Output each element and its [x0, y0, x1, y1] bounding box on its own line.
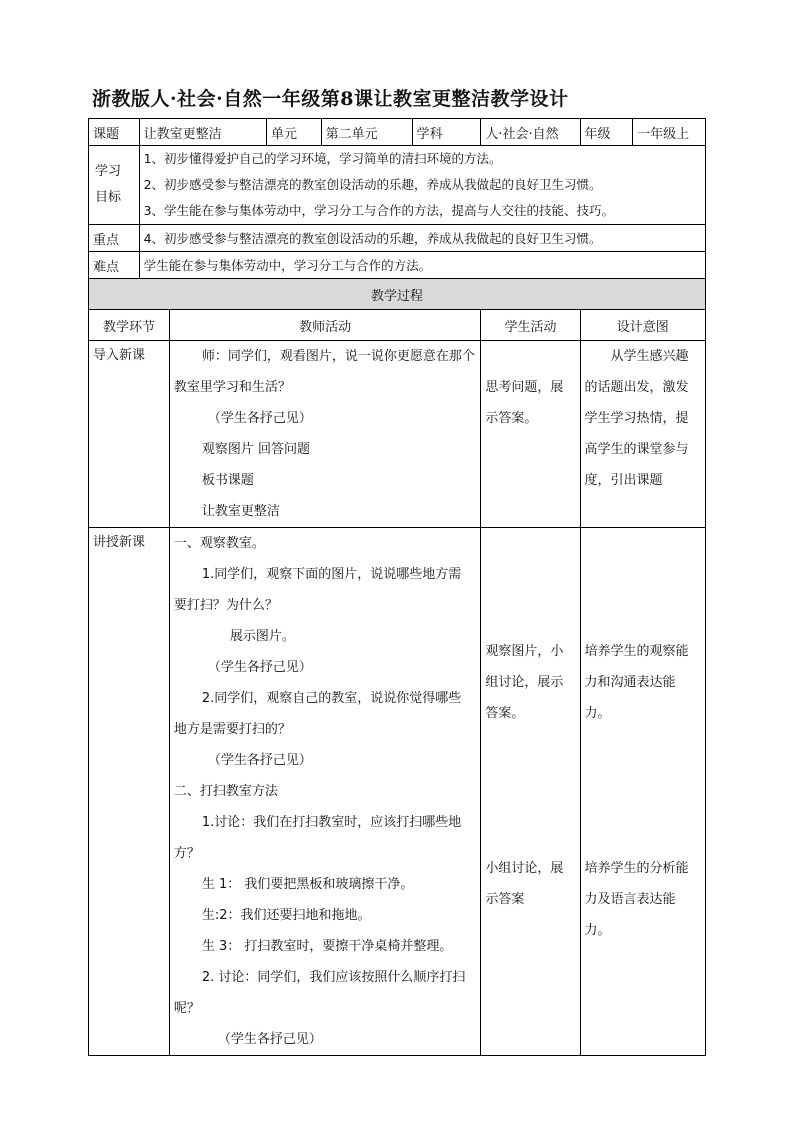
teacher-line: 观察图片 回答问题: [201, 442, 311, 457]
teacher-line: 师：同学们，观看图片，说一说你更愿意在那个: [201, 349, 475, 364]
teacher-line: 教室里学习和生活？: [173, 380, 291, 395]
teacher-line: 呢？: [173, 1001, 200, 1016]
goals-label: 学习 目标: [89, 146, 140, 225]
difficulty-text: 学生能在参与集体劳动中，学习分工与合作的方法。: [139, 252, 705, 279]
lecture-student: [481, 528, 580, 1056]
lesson-plan-table: [88, 118, 706, 1056]
key-point-label: 重点: [89, 225, 140, 252]
lecture-student-1: 观察图片，小组讨论，展示答案。: [485, 644, 564, 721]
col-intent: 设计意图: [580, 310, 706, 341]
difficulty-row: [89, 252, 706, 279]
teacher-line: 2.同学们，观察自己的教室，说说你觉得哪些: [201, 691, 462, 706]
teacher-line: 2. 讨论：同学们，我们应该按照什么顺序打扫: [201, 970, 466, 985]
difficulty-label: 难点: [89, 252, 140, 279]
header-row: [89, 119, 706, 146]
column-header-row: [89, 310, 706, 341]
intro-row: [89, 341, 706, 528]
col-student: 学生活动: [481, 310, 580, 341]
process-title-row: [89, 279, 706, 310]
lecture-teacher: [169, 528, 481, 1056]
grade-label: 年级: [580, 119, 633, 146]
teacher-line: （学生各抒己见）: [217, 1032, 322, 1047]
goal-item: 1、初步懂得爱护自己的学习环境，学习简单的清扫环境的方法。: [143, 151, 502, 166]
teacher-line: 二、打扫教室方法: [173, 784, 278, 799]
teacher-line: 1.同学们，观察下面的图片，说说哪些地方需: [201, 567, 462, 582]
intro-teacher: [169, 341, 481, 528]
intro-stage: 导入新课: [89, 341, 170, 528]
lecture-intent-2: 培养学生的分析能力及语言表达能力。: [584, 861, 689, 938]
teacher-line: （学生各抒己见）: [207, 660, 312, 675]
teacher-line: （学生各抒己见）: [207, 753, 312, 768]
teacher-line: 1.讨论：我们在打扫教室时，应该打扫哪些地: [201, 815, 462, 830]
teacher-line: 生 1： 我们要把黑板和玻璃擦干净。: [201, 877, 414, 892]
lecture-student-2: 小组讨论，展示答案: [485, 861, 564, 907]
teacher-line: 地方是需要打扫的？: [173, 722, 291, 737]
teacher-line: 让教室更整洁: [201, 504, 280, 519]
intro-student: 思考问题，展示答案。: [481, 341, 580, 528]
goals-list: [139, 146, 705, 225]
teacher-line: 板书课题: [201, 473, 254, 488]
goal-item: 3、学生能在参与集体劳动中，学习分工与合作的方法，提高与人交往的技能、技巧。: [143, 203, 615, 218]
lecture-row: [89, 528, 706, 1056]
process-title: 教学过程: [89, 279, 706, 310]
grade-value: 一年级上: [633, 119, 706, 146]
topic-label: 课题: [89, 119, 140, 146]
lecture-intent-1: 培养学生的观察能力和沟通表达能力。: [584, 644, 689, 721]
key-point-row: [89, 225, 706, 252]
intro-intent: 从学生感兴趣的话题出发，激发学生学习热情，提高学生的课堂参与度，引出课题: [580, 341, 706, 528]
unit-label: 单元: [267, 119, 322, 146]
col-teacher: 教师活动: [169, 310, 481, 341]
subject-label: 学科: [412, 119, 481, 146]
key-point-text: 4、初步感受参与整洁漂亮的教室创设活动的乐趣，养成从我做起的良好卫生习惯。: [139, 225, 705, 252]
topic-value: 让教室更整洁: [139, 119, 266, 146]
subject-value: 人·社会·自然: [481, 119, 580, 146]
teacher-line: 生:2：我们还要扫地和拖地。: [201, 908, 371, 923]
col-stage: 教学环节: [89, 310, 170, 341]
goals-row: [89, 146, 706, 225]
teacher-line: 生 3： 打扫教室时，要擦干净桌椅并整理。: [201, 939, 453, 954]
goal-item: 2、初步感受参与整洁漂亮的教室创设活动的乐趣，养成从我做起的良好卫生习惯。: [143, 177, 602, 192]
teacher-line: （学生各抒己见）: [207, 411, 312, 426]
teacher-line: 要打扫？为什么？: [173, 598, 278, 613]
teacher-line: 方？: [173, 846, 200, 861]
teacher-line: 展示图片。: [229, 629, 295, 644]
lecture-stage: 讲授新课: [89, 528, 170, 1056]
teacher-line: 一、观察教室。: [173, 536, 265, 551]
document-title: 浙教版人·社会·自然一年级第8课让教室更整洁教学设计: [92, 88, 569, 110]
lecture-intent: [580, 528, 706, 1056]
unit-value: 第二单元: [321, 119, 412, 146]
